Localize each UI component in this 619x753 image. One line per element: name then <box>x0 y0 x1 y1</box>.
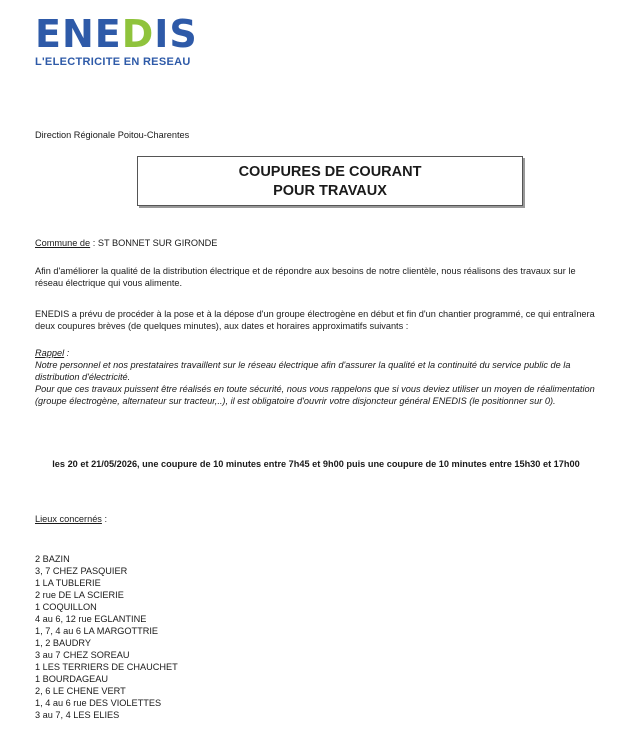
title-line-1: COUPURES DE COURANT <box>238 164 422 180</box>
list-item: 2 rue DE LA SCIERIE <box>35 590 124 600</box>
list-item: 3 au 7, 4 LES ELIES <box>35 710 120 720</box>
places-list <box>35 553 178 721</box>
list-item: 1, 2 BAUDRY <box>35 638 91 648</box>
enedis-logo <box>35 14 198 68</box>
list-item: 1, 7, 4 au 6 LA MARGOTTRIE <box>35 626 159 636</box>
commune-line <box>35 237 217 249</box>
lieux-heading: Lieux concernés : <box>35 514 108 524</box>
rappel-block: Rappel : Notre personnel et nos prestataires travaillent sur le réseau électrique afin d'assurer la qualité et la continuité du service public de la distribution d'électricité. Pour que ces travaux puissent être réalisés en toute sécurité, nous vous rappelons que si vous deviez utiliser un moyen de réalimentation (groupe électrogène, alternateur sur tracteur,..), il est obligatoire d'ouvrir votre disjoncteur général ENEDIS (le positionner sur 0). <box>35 347 597 407</box>
rappel-label: Rappel <box>35 348 65 358</box>
list-item: 3 au 7 CHEZ SOREAU <box>35 650 130 660</box>
outage-paragraph: ENEDIS a prévu de procéder à la pose et à la dépose d'un groupe électrogène en début et fin d'un chantier programmé, ce qui entraînera deux coupures brèves (de quelques minutes), aux dates et horaires approximatifs suivants : <box>35 309 595 331</box>
commune-label: Commune de <box>35 238 91 248</box>
rappel-line-2: Pour que ces travaux puissent être réalisés en toute sécurité, nous vous rappelons que si vous deviez utiliser un moyen de réalimentation (groupe électrogène, alternateur sur tracteur,..), il est obligatoire d'ouvrir votre disjoncteur général ENEDIS (le positionner sur 0). <box>35 384 595 406</box>
commune-value: : ST BONNET SUR GIRONDE <box>90 238 218 248</box>
list-item: 1 BOURDAGEAU <box>35 674 109 684</box>
list-item: 1, 4 au 6 rue DES VIOLETTES <box>35 698 162 708</box>
list-item: 4 au 6, 12 rue EGLANTINE <box>35 614 147 624</box>
list-item: 2 BAZIN <box>35 554 70 564</box>
outage-dates: les 20 et 21/05/2026, une coupure de 10 minutes entre 7h45 et 9h00 puis une coupure de 10 minutes entre 15h30 et 17h00 <box>52 459 580 469</box>
list-item: 1 LES TERRIERS DE CHAUCHET <box>35 662 178 672</box>
list-item: 1 LA TUBLERIE <box>35 578 101 588</box>
list-item: 1 COQUILLON <box>35 602 97 612</box>
list-item: 3, 7 CHEZ PASQUIER <box>35 566 128 576</box>
logo-wordmark: ENEDIS <box>35 12 198 56</box>
intro-paragraph: Afin d'améliorer la qualité de la distribution électrique et de répondre aux besoins de notre clientèle, nous réalisons des travaux sur le réseau électrique qui vous alimente. <box>35 266 576 288</box>
rappel-line-1: Notre personnel et nos prestataires travaillent sur le réseau électrique afin d'assurer la qualité et la continuité du service public de la distribution d'électricité. <box>35 360 571 382</box>
direction-regionale: Direction Régionale Poitou-Charentes <box>35 130 190 140</box>
logo-tagline: L'ELECTRICITE EN RESEAU <box>35 56 191 68</box>
notice-title <box>137 156 523 206</box>
list-item: 2, 6 LE CHENE VERT <box>35 686 126 696</box>
title-line-2: POUR TRAVAUX <box>273 183 387 199</box>
lieux-label: Lieux concernés <box>35 514 102 524</box>
